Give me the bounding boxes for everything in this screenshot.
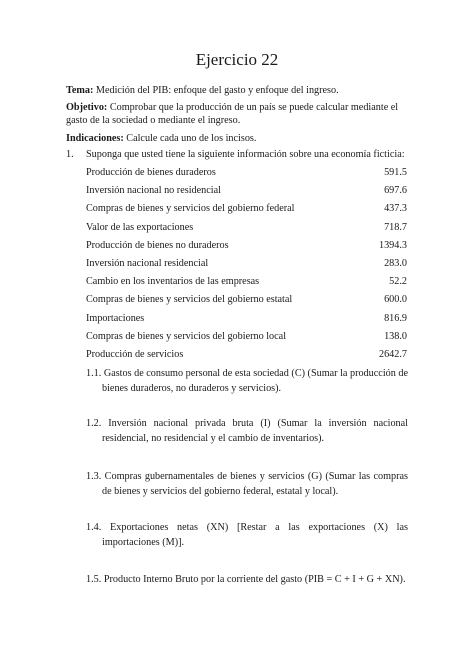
indicaciones-text: Calcule cada uno de los incisos.	[123, 133, 257, 144]
row-label: Inversión nacional no residencial	[86, 185, 221, 197]
row-value: 718.7	[384, 221, 407, 233]
item-number: 1.	[66, 149, 74, 160]
row-label: Importaciones	[86, 312, 145, 324]
row-label: Compras de bienes y servicios del gobierno federal	[86, 203, 295, 215]
row-label: Producción de bienes duraderos	[86, 167, 216, 178]
subitem-1-1: 1.1. Gastos de consumo personal de esta sociedad (C) (Sumar la producción de bienes duraderos, no duraderos y servicios).	[86, 368, 408, 394]
row-label: Valor de las exportaciones	[86, 221, 194, 233]
row-label: Compras de bienes y servicios del gobierno local	[86, 330, 287, 342]
row-label: Producción de servicios	[86, 349, 184, 360]
table-row	[86, 239, 407, 257]
row-value: 52.2	[389, 276, 407, 288]
objetivo-text: Comprobar que la producción de un país se puede calcular mediante el gasto de la sociedad o mediante el ingreso.	[66, 102, 399, 126]
table-row	[86, 202, 407, 220]
indicaciones-label: Indicaciones:	[66, 133, 124, 144]
row-value: 697.6	[384, 185, 407, 197]
table-row	[86, 275, 407, 293]
objetivo-label: Objetivo:	[66, 102, 108, 113]
table-row	[86, 166, 407, 184]
subitem-1-2: 1.2. Inversión nacional privada bruta (I) (Sumar la inversión nacional residencial, no residencial y el cambio de inventarios).	[86, 418, 408, 444]
subitem-1-3: 1.3. Compras gubernamentales de bienes y servicios (G) (Sumar las compras de bienes y servicios del gobierno federal, estatal y local).	[86, 471, 408, 497]
table-row	[86, 312, 407, 330]
indicaciones-paragraph	[66, 132, 412, 145]
table-row	[86, 257, 407, 275]
row-value: 283.0	[384, 258, 407, 269]
subitem-1-4: 1.4. Exportaciones netas (XN) [Restar a las exportaciones (X) las importaciones (M)].	[86, 522, 408, 548]
table-row	[86, 184, 407, 202]
tema-text: Medición del PIB: enfoque del gasto y enfoque del ingreso.	[93, 85, 339, 96]
page-title: Ejercicio 22	[195, 50, 279, 69]
row-label: Inversión nacional residencial	[86, 258, 209, 269]
row-value: 2642.7	[378, 349, 407, 360]
tema-label: Tema:	[66, 85, 94, 96]
row-value: 1394.3	[378, 239, 407, 251]
tema-paragraph	[66, 84, 412, 97]
row-value: 591.5	[384, 167, 407, 178]
item-text: Suponga que usted tiene la siguiente información sobre una economía ficticia:	[86, 149, 405, 160]
row-label: Cambio en los inventarios de las empresas	[86, 276, 260, 288]
row-value: 600.0	[384, 294, 407, 306]
row-value: 437.3	[384, 203, 407, 215]
row-value: 138.0	[384, 330, 407, 342]
row-label: Compras de bienes y servicios del gobierno estatal	[86, 294, 293, 306]
row-label: Producción de bienes no duraderos	[86, 239, 229, 251]
table-row	[86, 221, 407, 239]
table-row	[86, 293, 407, 311]
objetivo-paragraph	[66, 101, 412, 127]
subitem-1-5: 1.5. Producto Interno Bruto por la corriente del gasto (PIB = C + I + G + XN).	[86, 574, 406, 585]
table-row	[86, 348, 407, 366]
table-row	[86, 330, 407, 348]
row-value: 816.9	[384, 312, 407, 324]
